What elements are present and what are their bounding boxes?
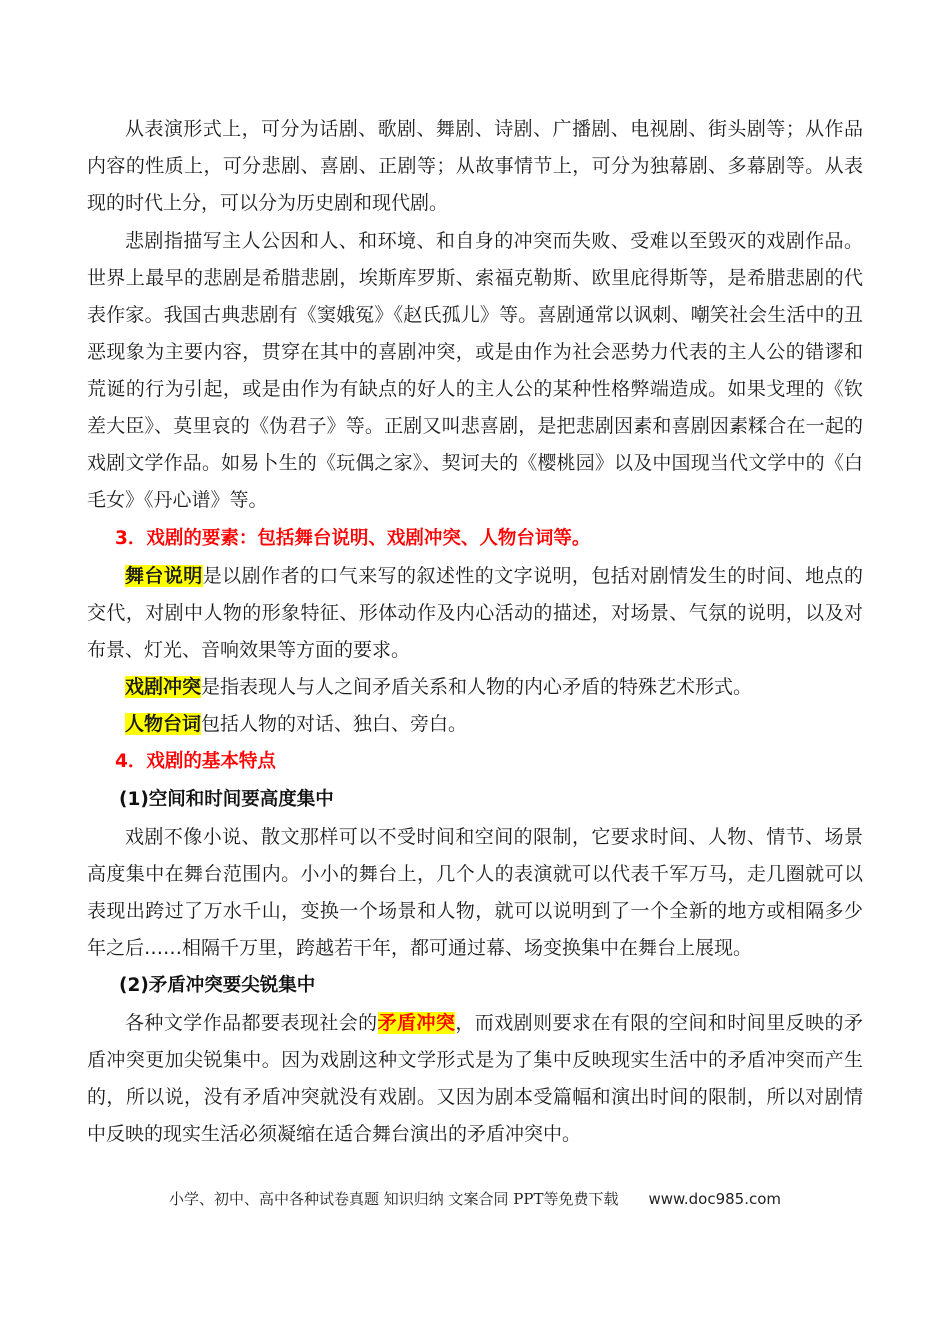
page-footer <box>0 1188 950 1209</box>
term-drama-conflict: 戏剧冲突 <box>125 676 202 698</box>
subheading-conflict: (2)矛盾冲突要尖锐集中 <box>119 975 316 996</box>
paragraph-space-time: 戏剧不像小说、散文那样可以不受时间和空间的限制，它要求时间、人物、情节、场景高度集中在舞台范围内。小小的舞台上，几个人的表演就可以代表千军万马，走几圈就可以表现出跨过了万水千山，变换一个场景和人物，就可以说明到了一个全新的地方或相隔多少年之后……相隔千万里，跨越若干年，都可通过幕、场变换集中在舞台上展现。 <box>87 826 863 959</box>
drama-conflict-text: 是指表现人与人之间矛盾关系和人物的内心矛盾的特殊艺术形式。 <box>201 676 753 698</box>
paragraph-conflict <box>87 1005 863 1153</box>
term-character-lines: 人物台词 <box>125 713 202 735</box>
heading-drama-elements: 3．戏剧的要素：包括舞台说明、戏剧冲突、人物台词等。 <box>115 528 591 549</box>
footer-url[interactable]: www.doc985.com <box>648 1190 782 1208</box>
paragraph-drama-conflict <box>87 669 863 706</box>
term-stage-directions: 舞台说明 <box>125 565 203 587</box>
paragraph-character-lines <box>87 706 863 743</box>
heading-basic-features: 4．戏剧的基本特点 <box>115 751 276 772</box>
paragraph-stage-directions <box>87 558 863 669</box>
conflict-text-before: 各种文学作品都要表现社会的 <box>125 1012 378 1034</box>
document-body <box>87 111 863 1153</box>
stage-directions-text: 是以剧作者的口气来写的叙述性的文字说明，包括对剧情发生的时间、地点的交代，对剧中人物的形象特征、形体动作及内心活动的描述，对场景、气氛的说明，以及对布景、灯光、音响效果等方面的要求。 <box>87 565 863 661</box>
paragraph-drama-classification: 从表演形式上，可分为话剧、歌剧、舞剧、诗剧、广播剧、电视剧、街头剧等；从作品内容的性质上，可分悲剧、喜剧、正剧等；从故事情节上，可分为独幕剧、多幕剧等。从表现的时代上分，可以分为历史剧和现代剧。 <box>87 118 863 214</box>
subheading-space-time: (1)空间和时间要高度集中 <box>119 789 334 810</box>
footer-text: 小学、初中、高中各种试卷真题 知识归纳 文案合同 PPT等免费下载 <box>168 1190 619 1208</box>
term-contradiction-conflict: 矛盾冲突 <box>377 1012 456 1034</box>
conflict-text-after: ，而戏剧则要求在有限的空间和时间里反映的矛盾冲突更加尖锐集中。因为戏剧这种文学形式是为了集中反映现实生活中的矛盾冲突而产生的，所以说，没有矛盾冲突就没有戏剧。又因为剧本受篇幅和演出时间的限制，所以对剧情中反映的现实生活必须凝缩在适合舞台演出的矛盾冲突中。 <box>87 1012 863 1145</box>
character-lines-text: 包括人物的对话、独白、旁白。 <box>201 713 468 735</box>
paragraph-tragedy-comedy: 悲剧指描写主人公因和人、和环境、和自身的冲突而失败、受难以至毁灭的戏剧作品。世界上最早的悲剧是希腊悲剧，埃斯库罗斯、索福克勒斯、欧里庇得斯等，是希腊悲剧的代表作家。我国古典悲剧有《窦娥冤》《赵氏孤儿》等。喜剧通常以讽刺、嘲笑社会生活中的丑恶现象为主要内容，贯穿在其中的喜剧冲突，或是由作为社会恶势力代表的主人公的错谬和荒诞的行为引起，或是由作为有缺点的好人的主人公的某种性格弊端造成。如果戈理的《钦差大臣》、莫里哀的《伪君子》等。正剧又叫悲喜剧，是把悲剧因素和喜剧因素糅合在一起的戏剧文学作品。如易卜生的《玩偶之家》、契诃夫的《樱桃园》以及中国现当代文学中的《白毛女》《丹心谱》等。 <box>87 230 863 511</box>
